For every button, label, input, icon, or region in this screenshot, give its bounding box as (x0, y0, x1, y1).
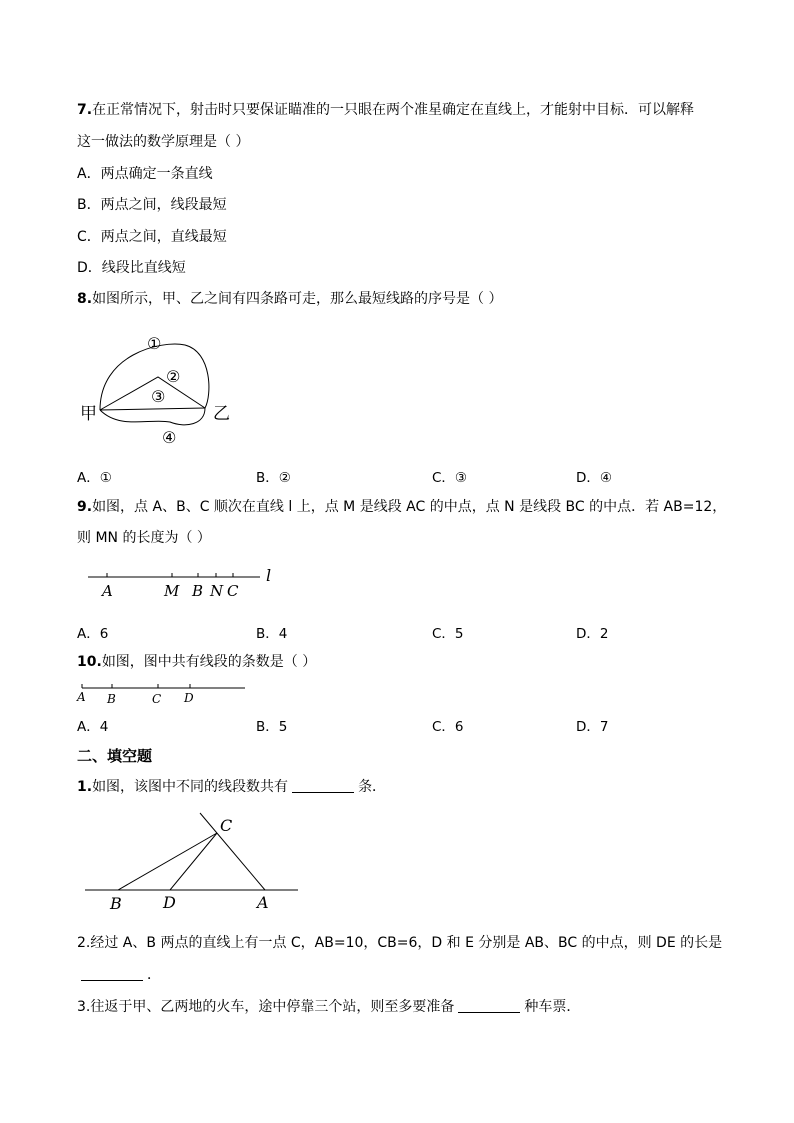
q8-option-d: D．④ (576, 470, 612, 486)
f1-label-c: C (220, 816, 233, 835)
f1-label-d: D (163, 893, 176, 912)
q7-option-b: B．两点之间，线段最短 (77, 197, 227, 213)
label-jia: 甲 (80, 404, 97, 424)
f1-segment-dc (170, 833, 217, 890)
q10-number: 10. (77, 654, 102, 670)
f2-stem-line1: 2.经过 A、B 两点的直线上有一点 C，AB=10，CB=6，D 和 E 分别是 AB、BC 的中点，则 DE 的长是 (77, 935, 723, 951)
f1-label-a: A (257, 893, 269, 912)
f1-stem: 1.如图，该图中不同的线段数共有 条． (77, 779, 387, 795)
route-label-2: ② (166, 367, 181, 386)
q9-option-b: B．4 (256, 626, 288, 642)
q8-stem: 8.如图所示，甲、乙之间有四条路可走，那么最短线路的序号是（ ） (77, 291, 503, 307)
f1-label-b: B (110, 894, 122, 913)
q7-stem-line2: 这一做法的数学原理是（ ） (77, 134, 250, 150)
f1-line-ac (200, 813, 265, 890)
q9-label-line: l (266, 566, 272, 585)
q7-option-d: D．线段比直线短 (77, 260, 186, 276)
q10-option-d: D．7 (576, 719, 609, 735)
q10-stem: 10.如图，图中共有线段的条数是（ ） (77, 654, 317, 670)
f2-stem-line2: ． (77, 965, 161, 985)
route-label-1: ① (147, 334, 162, 353)
q10-option-c: C．6 (432, 719, 464, 735)
q7-stem-line1: 7.在正常情况下，射击时只要保证瞄准的一只眼在两个准星确定在直线上，才能射中目标．可以解释 (77, 102, 695, 118)
q7-number: 7. (77, 102, 93, 118)
q9-label-a: A (102, 582, 113, 600)
q7-option-a: A．两点确定一条直线 (77, 166, 213, 182)
q9-stem-line1: 9.如图，点 A、B、C 顺次在直线 l 上，点 M 是线段 AC 的中点，点 N 是线段 BC 的中点．若 AB=12， (77, 499, 727, 515)
q8-number: 8. (77, 291, 93, 307)
q9-number: 9. (77, 499, 93, 515)
f1-number: 1. (77, 779, 93, 795)
q8-option-c: C．③ (432, 470, 468, 486)
q8-option-b: B．② (256, 470, 291, 486)
q7-option-c: C．两点之间，直线最短 (77, 229, 227, 245)
q10-label-a: A (77, 690, 86, 704)
q10-label-b: B (107, 692, 116, 706)
f3-answer-blank[interactable] (458, 998, 520, 1013)
q9-label-c: C (227, 582, 239, 600)
f3-number: 3. (77, 999, 91, 1015)
f3-stem: 3.往返于甲、乙两地的火车，途中停靠三个站，则至多要准备 种车票． (77, 999, 581, 1015)
q9-label-n: N (210, 582, 224, 600)
f2-number: 2. (77, 935, 91, 951)
q10-option-b: B．5 (256, 719, 288, 735)
f2-answer-blank[interactable] (81, 966, 143, 981)
route-label-4: ④ (162, 428, 177, 447)
q8-option-a: A．① (77, 470, 112, 486)
q9-option-d: D．2 (576, 626, 609, 642)
q9-label-b: B (192, 582, 204, 600)
q10-option-a: A．4 (77, 719, 109, 735)
q10-label-d: D (184, 691, 194, 705)
section-fill-in-title: 二、填空题 (77, 747, 153, 765)
f1-segment-bc (118, 833, 217, 890)
q10-label-c: C (152, 692, 162, 706)
route-label-3: ③ (151, 387, 166, 406)
q9-label-m: M (164, 582, 180, 600)
q9-option-c: C．5 (432, 626, 464, 642)
q9-option-a: A．6 (77, 626, 109, 642)
q9-stem-line2: 则 MN 的长度为（ ） (77, 530, 211, 546)
label-yi: 乙 (213, 404, 230, 424)
